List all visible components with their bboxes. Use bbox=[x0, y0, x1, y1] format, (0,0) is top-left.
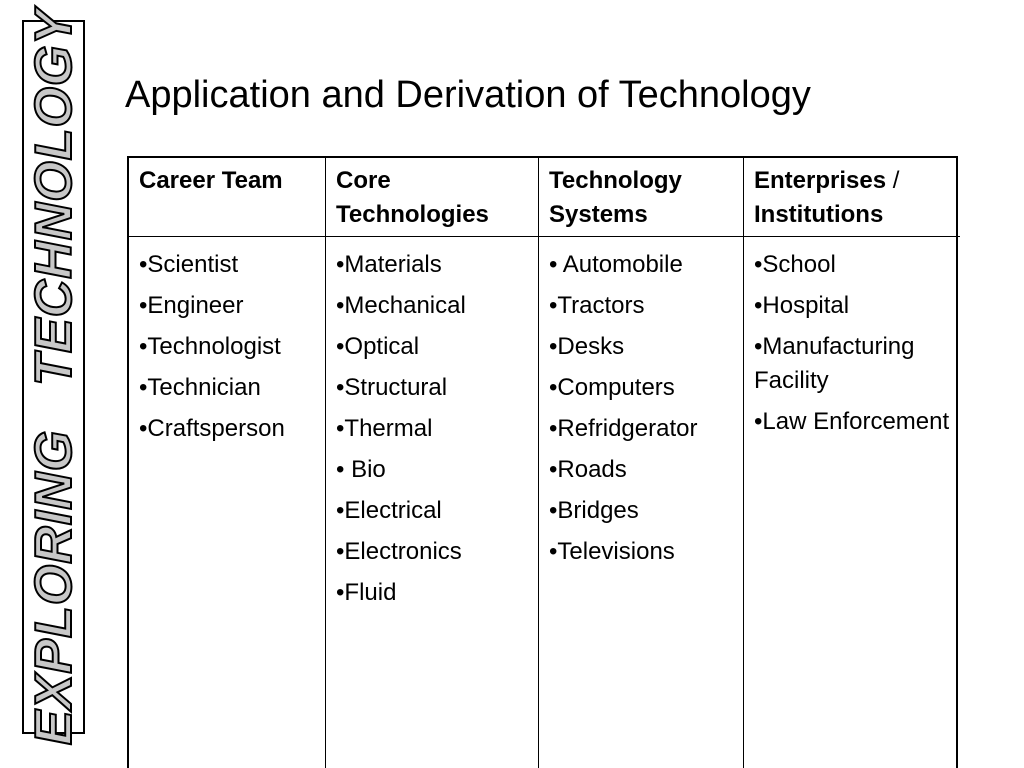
exploring-technology-banner bbox=[22, 8, 85, 746]
banner-word-exploring: EXPLORING bbox=[24, 429, 83, 746]
column-core-technologies bbox=[326, 237, 539, 768]
banner-word-technology: TECHNOLOGY bbox=[24, 8, 83, 386]
list-item: •Mechanical bbox=[336, 292, 466, 319]
list-item: •Engineer bbox=[139, 292, 244, 319]
list-item: •Televisions bbox=[549, 538, 675, 565]
column-enterprises-institutions bbox=[744, 237, 960, 768]
list-item: •Roads bbox=[549, 456, 627, 483]
list-item: •Technician bbox=[139, 374, 261, 401]
column-career-team bbox=[129, 237, 326, 768]
list-item: •Manufacturing Facility bbox=[754, 333, 915, 394]
header-technology-systems: Technology Systems bbox=[539, 158, 744, 237]
list-item: •Tractors bbox=[549, 292, 645, 319]
slide-title: Application and Derivation of Technology bbox=[125, 74, 811, 116]
list-item: •Technologist bbox=[139, 333, 281, 360]
list-item: • Bio bbox=[336, 456, 386, 483]
header-core-technologies: Core Technologies bbox=[326, 158, 539, 237]
list-item: •Computers bbox=[549, 374, 675, 401]
list-item: •Materials bbox=[336, 251, 442, 278]
list-item: •Electrical bbox=[336, 497, 442, 524]
header-career-team: Career Team bbox=[129, 158, 326, 237]
list-item: •Craftsperson bbox=[139, 415, 285, 442]
header-enterprises-institutions: Enterprises / Institutions bbox=[744, 158, 960, 237]
list-item: •Electronics bbox=[336, 538, 462, 565]
list-item: •Hospital bbox=[754, 292, 850, 319]
column-technology-systems bbox=[539, 237, 744, 768]
list-item: • Automobile bbox=[549, 251, 683, 278]
list-item: •Law Enforcement bbox=[754, 408, 950, 435]
list-item: •Desks bbox=[549, 333, 625, 360]
list-item: •Refridgerator bbox=[549, 415, 698, 442]
technology-table bbox=[127, 156, 958, 768]
list-item: •Fluid bbox=[336, 579, 397, 606]
list-item: •Structural bbox=[336, 374, 448, 401]
list-item: •Optical bbox=[336, 333, 420, 360]
list-item: •Bridges bbox=[549, 497, 639, 524]
list-item: •School bbox=[754, 251, 836, 278]
list-item: •Thermal bbox=[336, 415, 433, 442]
list-item: •Scientist bbox=[139, 251, 239, 278]
